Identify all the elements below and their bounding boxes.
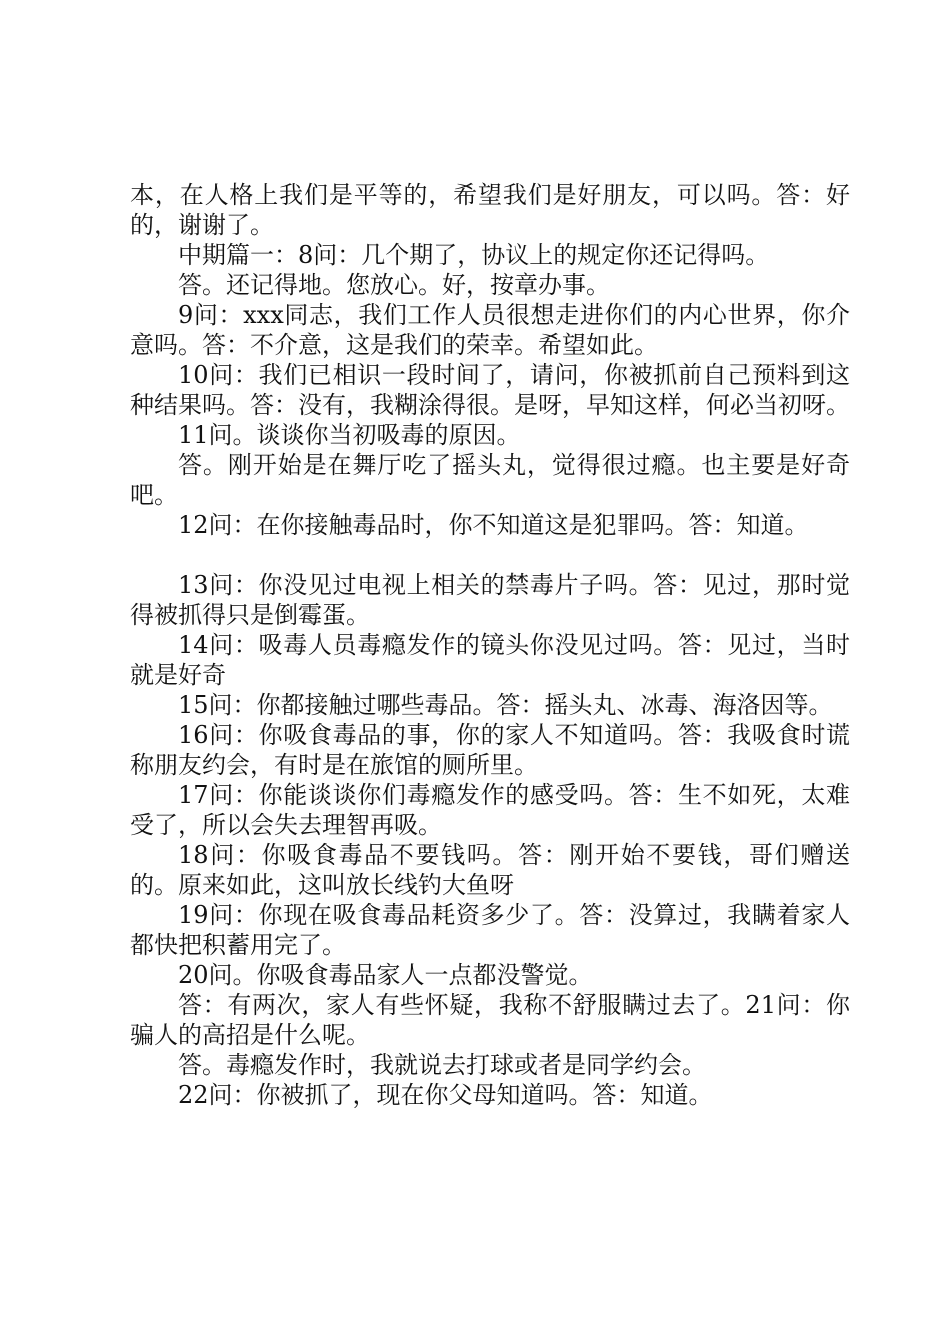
paragraph-14: 18问：你吸食毒品不要钱吗。答：刚开始不要钱，哥们赠送的。原来如此，这叫放长线钓大鱼呀 (130, 841, 850, 899)
paragraph-16: 20问。你吸食毒品家人一点都没警觉。 (178, 961, 593, 989)
paragraph-11: 15问：你都接触过哪些毒品。答：摇头丸、冰毒、海洛因等。 (178, 691, 833, 719)
paragraph-12: 16问：你吸食毒品的事，你的家人不知道吗。答：我吸食时谎称朋友约会，有时是在旅馆的厕所里。 (130, 721, 850, 779)
paragraph-2: 中期篇一：8问：几个期了，协议上的规定你还记得吗。 (178, 241, 770, 269)
paragraph-13: 17问：你能谈谈你们毒瘾发作的感受吗。答：生不如死，太难受了，所以会失去理智再吸。 (130, 781, 850, 839)
paragraph-18: 答。毒瘾发作时，我就说去打球或者是同学约会。 (178, 1051, 706, 1079)
paragraph-19: 22问：你被抓了，现在你父母知道吗。答：知道。 (178, 1081, 713, 1109)
paragraph-8: 12问：在你接触毒品时，你不知道这是犯罪吗。答：知道。 (178, 511, 809, 539)
document-page (130, 180, 850, 1110)
paragraph-17: 答：有两次，家人有些怀疑，我称不舒服瞒过去了。21问：你骗人的高招是什么呢。 (130, 991, 850, 1049)
paragraph-gap (130, 540, 850, 570)
paragraph-4: 9问：xxx同志，我们工作人员很想走进你们的内心世界，你介意吗。答：不介意，这是我们的荣幸。希望如此。 (130, 301, 850, 359)
paragraph-3: 答。还记得地。您放心。好，按章办事。 (178, 271, 610, 299)
paragraph-5: 10问：我们已相识一段时间了，请问，你被抓前自己预料到这种结果吗。答：没有，我糊涂得很。是呀，早知这样，何必当初呀。 (130, 361, 850, 419)
paragraph-1: 本，在人格上我们是平等的，希望我们是好朋友，可以吗。答：好的，谢谢了。 (130, 181, 850, 239)
paragraph-6: 11问。谈谈你当初吸毒的原因。 (178, 421, 521, 449)
paragraph-15: 19问：你现在吸食毒品耗资多少了。答：没算过，我瞒着家人都快把积蓄用完了。 (130, 901, 850, 959)
paragraph-9: 13问：你没见过电视上相关的禁毒片子吗。答：见过，那时觉得被抓得只是倒霉蛋。 (130, 571, 850, 629)
paragraph-10: 14问：吸毒人员毒瘾发作的镜头你没见过吗。答：见过，当时就是好奇 (130, 631, 850, 689)
paragraph-7: 答。刚开始是在舞厅吃了摇头丸，觉得很过瘾。也主要是好奇吧。 (130, 451, 850, 509)
